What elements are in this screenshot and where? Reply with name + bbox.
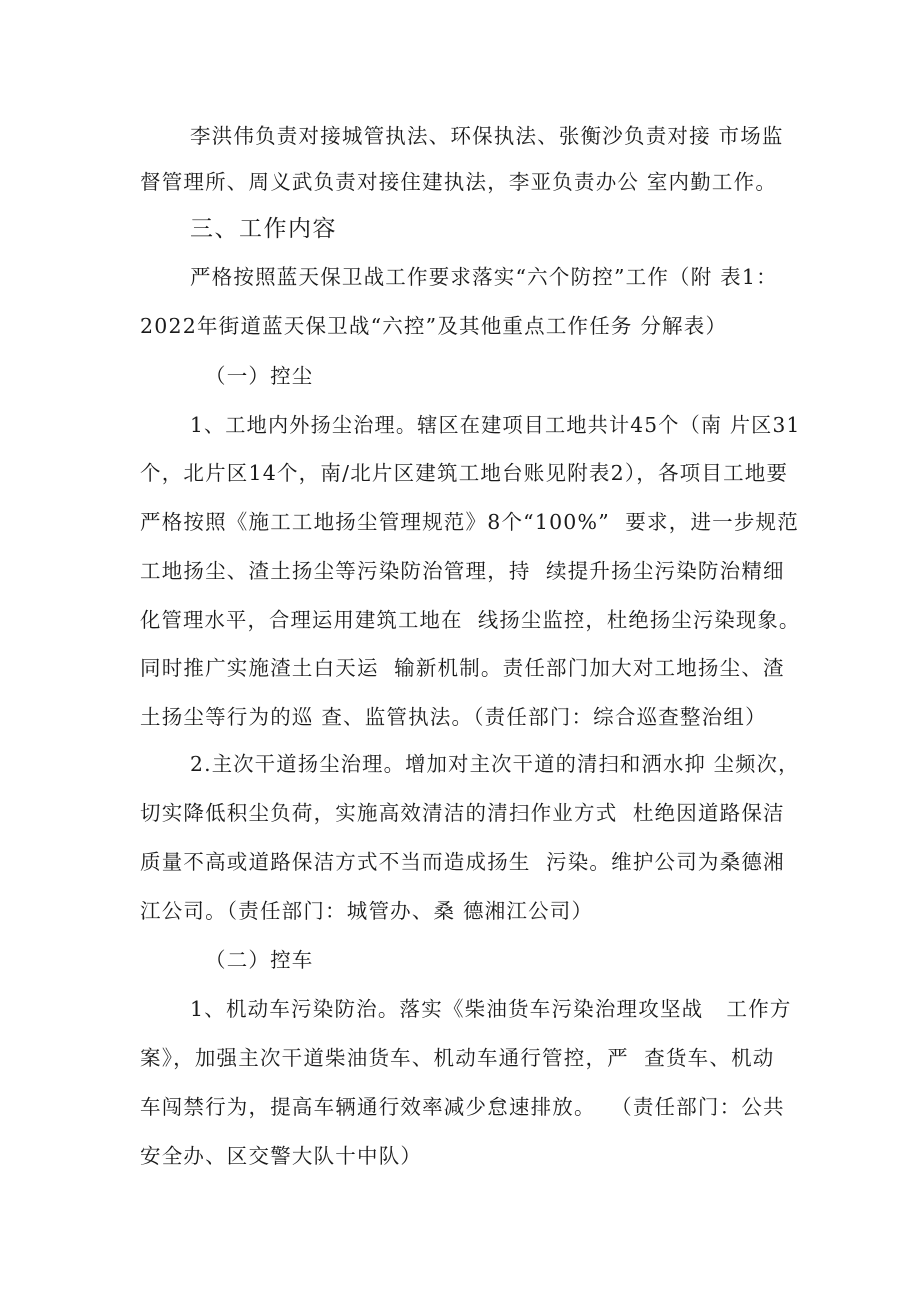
paragraph-line: 车闯禁行为，提高车辆通行效率减少怠速排放。 （责任部门：公共 [140, 1095, 785, 1119]
paragraph-line: 严格按照《施工工地扬尘管理规范》8个“100%” 要求，进一步规范 [140, 510, 799, 534]
paragraph-line: 安全办、区交警大队十中队） [140, 1144, 423, 1168]
paragraph-line: 1、机动车污染防治。落实《柴油货车污染治理攻坚战 工作方 [190, 997, 792, 1021]
paragraph-line: 土扬尘等行为的巡 查、监管执法。（责任部门：综合巡查整治组） [140, 705, 767, 729]
paragraph-line: 个，北片区14个，南/北片区建筑工地台账见附表2），各项目工地要 [140, 461, 789, 485]
paragraph-line: 工地扬尘、渣土扬尘等污染防治管理，持 续提升扬尘污染防治精细 [140, 559, 785, 583]
paragraph-line: 江公司。（责任部门：城管办、桑 德湘江公司） [140, 899, 594, 923]
paragraph-line: 2.主次干道扬尘治理。增加对主次干道的清扫和洒水抑 尘频次， [190, 752, 800, 776]
paragraph-line: 严格按照蓝天保卫战工作要求落实“六个防控”工作（附 表1： [190, 265, 778, 289]
paragraph-line: 切实降低积尘负荷，实施高效清洁的清扫作业方式 杜绝因道路保洁 [140, 801, 785, 825]
paragraph-line: 督管理所、周义武负责对接住建执法，李亚负责办公 室内勤工作。 [140, 170, 778, 194]
subsection-heading: （二）控车 [205, 948, 314, 972]
paragraph-line: 质量不高或道路保洁方式不当而造成扬生 污染。维护公司为桑德湘 [140, 850, 785, 874]
paragraph-line: 同时推广实施渣土白天运 输新机制。责任部门加大对工地扬尘、渣 [140, 656, 785, 680]
paragraph-line: 李洪伟负责对接城管执法、环保执法、张衡沙负责对接 市场监 [190, 124, 784, 148]
paragraph-line: 2022年街道蓝天保卫战“六控”及其他重点工作任务 分解表） [140, 314, 728, 338]
paragraph-line: 1、工地内外扬尘治理。辖区在建项目工地共计45个（南 片区31 [190, 413, 801, 437]
section-heading: 三、工作内容 [190, 216, 337, 242]
paragraph-line: 化管理水平，合理运用建筑工地在 线扬尘监控，杜绝扬尘污染现象。 [140, 608, 801, 632]
subsection-heading: （一）控尘 [205, 364, 314, 388]
paragraph-line: 案》，加强主次干道柴油货车、机动车通行管控，严 查货车、机动 [140, 1046, 775, 1070]
